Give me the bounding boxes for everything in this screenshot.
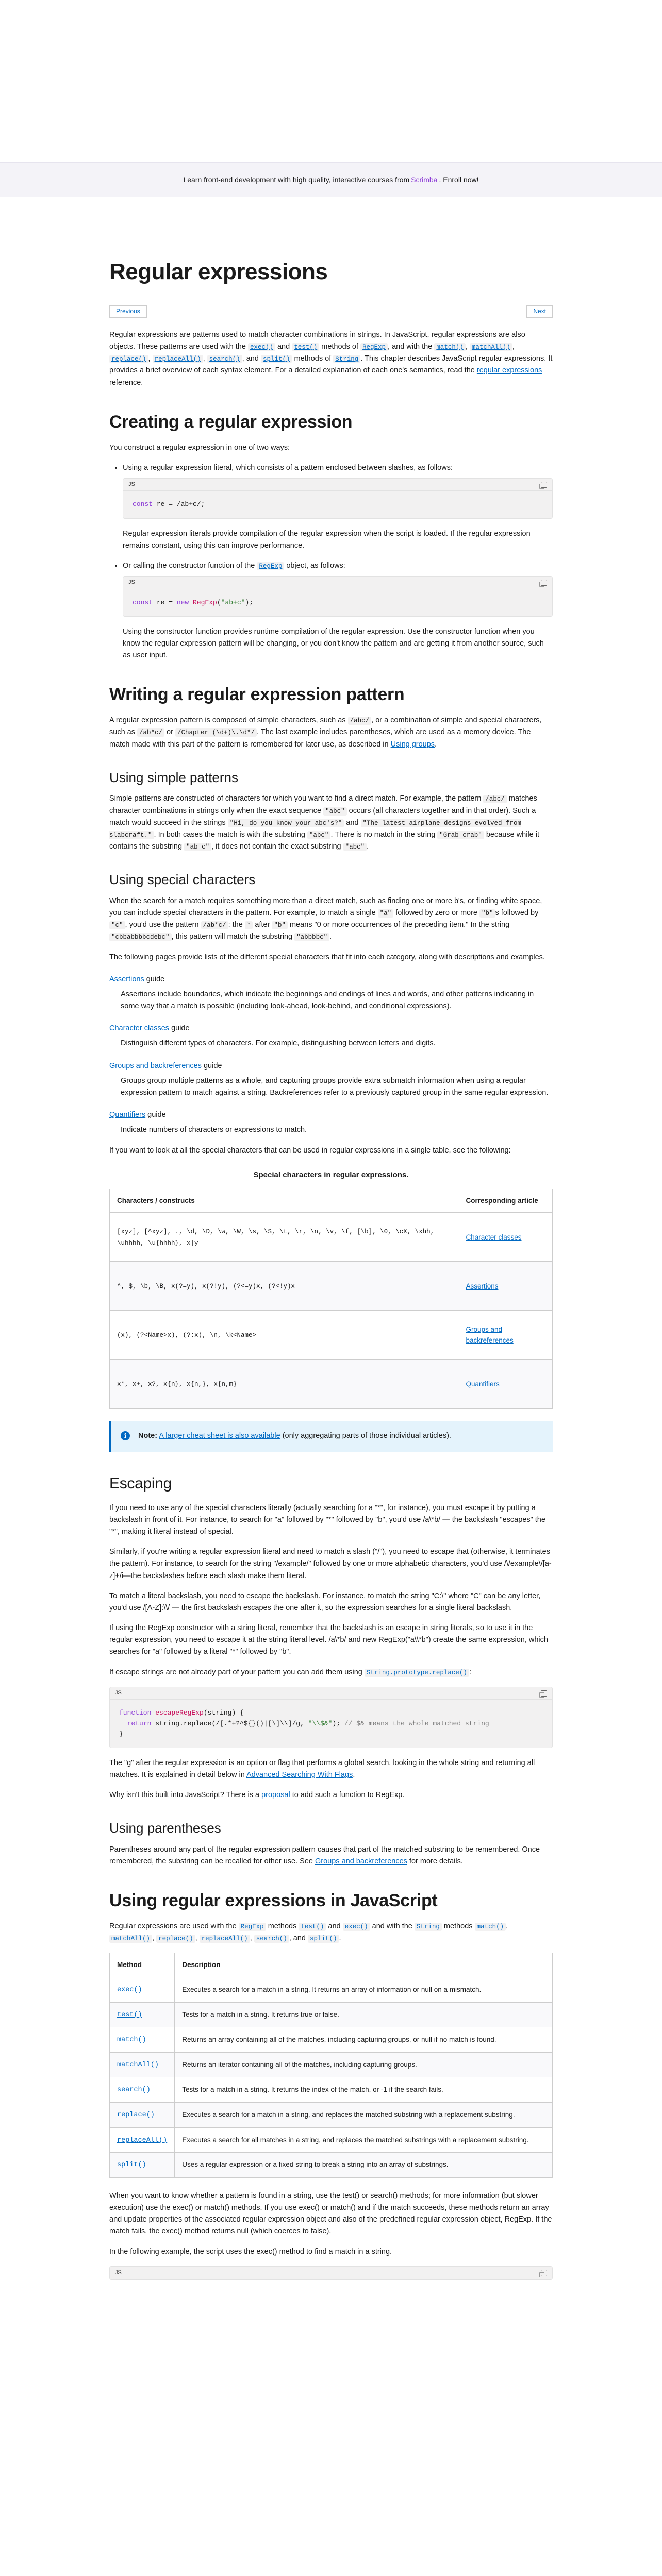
list-item xyxy=(123,462,553,552)
regexp-link[interactable]: RegExp xyxy=(360,343,388,351)
banner-text-end: . Enroll now! xyxy=(439,175,479,184)
text: because while it contains the substring xyxy=(109,830,540,851)
guide-term xyxy=(109,974,553,986)
inline-code: /ab*c/ xyxy=(137,728,164,737)
search-link[interactable]: search() xyxy=(207,355,242,363)
advanced-flags-link[interactable]: Advanced Searching With Flags xyxy=(246,1771,353,1780)
assertions-guide-link[interactable]: Assertions xyxy=(109,975,144,984)
method-link[interactable]: exec() xyxy=(117,1986,142,1994)
text: The "g" after the regular expression is an option or flag that performs a global search, looking in the whole string and returning all matches. It is explained in detail below in xyxy=(109,1758,535,1780)
text: to add such a function to RegExp. xyxy=(290,1791,405,1800)
text: for more details. xyxy=(407,1857,463,1866)
special-paragraph-3: If you want to look at all the special characters that can be used in regular expressions in a single table, see the following: xyxy=(109,1146,511,1155)
inline-code: ^, $, \b, \B, x(?=y), x(?!y), (?<=y)x, (?<!y)x xyxy=(117,1283,295,1291)
table-article-link[interactable]: Groups and backreferences xyxy=(466,1325,514,1345)
guide-term xyxy=(109,1023,553,1035)
text: : the xyxy=(228,921,245,929)
using-groups-link[interactable]: Using groups xyxy=(390,740,435,749)
matchall-link[interactable]: matchAll() xyxy=(109,1935,152,1943)
writing-paragraph xyxy=(109,715,553,751)
table-cell: Returns an array containing all of the matches, including capturing groups, or null if no match is found. xyxy=(175,2027,553,2053)
table-cell xyxy=(110,1213,458,1262)
using-js-paragraph-2: When you want to know whether a pattern is found in a string, use the test() or search() methods; for more information (but slower execution) use the exec() or match() methods. If you use exec() or match() and if the match succeeds, these methods return an array and update properties of the associated regular expression object and also of the predefined regular expression object, RegExp. If the match fails, the exec() method returns null (which coerces to false). xyxy=(109,2191,552,2236)
search-link[interactable]: search() xyxy=(254,1935,289,1943)
top-spacer xyxy=(0,0,662,162)
text: followed by zero or more xyxy=(393,908,480,917)
code-content xyxy=(110,1700,552,1747)
code-language: JS xyxy=(128,481,135,487)
escaping-paragraph-6 xyxy=(109,1757,553,1781)
simple-paragraph xyxy=(109,793,553,853)
copy-icon[interactable] xyxy=(541,482,547,488)
code-block xyxy=(123,576,553,617)
text: methods xyxy=(441,1922,475,1931)
code-language: JS xyxy=(115,1689,122,1696)
code-token: escapeRegExp xyxy=(151,1709,204,1717)
text: Simple patterns are constructed of characters for which you want to find a direct match. For example, the pattern xyxy=(109,794,484,803)
section-heading-escaping: Escaping xyxy=(109,1475,172,1492)
column-header: Method xyxy=(110,1953,175,1977)
table-row xyxy=(110,2052,553,2077)
method-link[interactable]: matchAll() xyxy=(117,2061,159,2069)
table-cell xyxy=(458,1360,553,1409)
code-token: ); xyxy=(332,1719,344,1727)
section-heading-writing: Writing a regular expression pattern xyxy=(109,685,405,705)
special-paragraph-2: The following pages provide lists of the different special characters that fit into each category, along with descriptions and examples. xyxy=(109,953,545,961)
code-token: return xyxy=(119,1719,152,1727)
section-heading-special: Using special characters xyxy=(109,872,256,888)
inline-code: "abc" xyxy=(323,807,347,816)
replace-link[interactable]: replace() xyxy=(109,355,148,363)
text: , xyxy=(250,1934,254,1943)
groups-link[interactable]: Groups and backreferences xyxy=(315,1857,407,1866)
text: guide xyxy=(169,1024,190,1033)
table-cell: Tests for a match in a string. It returns the index of the match, or -1 if the search fails. xyxy=(175,2077,553,2103)
guide-description: Groups group multiple patterns as a whole, and capturing groups provide extra submatch information when using a regular expression pattern to match against a string. Backreferences refer to a previously captured group in the same regular expression. xyxy=(121,1076,549,1097)
text: , xyxy=(506,1922,508,1931)
table-cell xyxy=(110,2153,175,2178)
text: reference. xyxy=(109,378,143,387)
copy-icon[interactable] xyxy=(541,2270,547,2276)
table-row xyxy=(110,2077,553,2103)
column-header: Characters / constructs xyxy=(110,1189,458,1213)
code-token: ( xyxy=(217,598,221,606)
table-row xyxy=(110,1311,553,1360)
code-content xyxy=(123,491,552,518)
text: , and xyxy=(289,1934,308,1943)
table-header-row xyxy=(110,1189,553,1213)
table-cell xyxy=(110,1977,175,2003)
text: Why isn't this built into JavaScript? There is a xyxy=(109,1791,262,1800)
method-link[interactable]: test() xyxy=(117,2011,142,2019)
guide-description: Distinguish different types of characters. For example, distinguishing between letters and digits. xyxy=(121,1039,436,1048)
inline-code: "Hi, do you know your abc's?" xyxy=(228,819,344,827)
text: , xyxy=(195,1934,200,1943)
text: matches character combinations in strings only when the exact sequence xyxy=(109,794,537,815)
text: . xyxy=(339,1934,341,1943)
regexp-link[interactable]: RegExp xyxy=(239,1923,266,1931)
inline-code: [xyz], [^xyz], ., \d, \D, \w, \W, \s, \S, \t, \r, \n, \v, \f, [\b], \0, \cX, \xhh, \uhhhh, \u{hhhh}, x|y xyxy=(117,1228,435,1247)
replaceall-link[interactable]: replaceAll() xyxy=(200,1935,250,1943)
guide-list xyxy=(109,974,553,1137)
text: and xyxy=(275,342,292,351)
code-token: const xyxy=(133,598,153,606)
text: . xyxy=(367,842,369,851)
table-cell xyxy=(458,1311,553,1360)
escaping-paragraph-5 xyxy=(109,1667,553,1679)
text: means "0 or more occurrences of the preceding item." In the string xyxy=(287,921,510,929)
groups-guide-link[interactable]: Groups and backreferences xyxy=(109,1061,202,1070)
inline-code: "cbbabbbbcdebc" xyxy=(109,933,172,941)
inline-code: "abc" xyxy=(307,831,331,839)
table-cell xyxy=(110,2127,175,2153)
escaping-paragraph-7 xyxy=(109,1789,553,1801)
inline-code: "ab c" xyxy=(184,843,211,851)
table-cell: Executes a search for a match in a string. It returns an array of information or null on a mismatch. xyxy=(175,1977,553,2003)
table-row xyxy=(110,2127,553,2153)
method-link[interactable]: replace() xyxy=(117,2111,155,2119)
string-replace-link[interactable]: String.prototype.replace() xyxy=(365,1669,469,1677)
inline-code: /Chapter (\d+)\.\d*/ xyxy=(175,728,257,737)
table-cell xyxy=(110,1311,458,1360)
table-row xyxy=(110,2103,553,2128)
text: guide xyxy=(201,1061,222,1070)
text: . xyxy=(329,933,332,941)
inline-code: "b" xyxy=(479,909,495,918)
banner-text: Learn front-end development with high quality, interactive courses from xyxy=(183,175,410,184)
text: Using a regular expression literal, which consists of a pattern enclosed between slashes, as follows: xyxy=(123,463,453,472)
text: , xyxy=(465,342,470,351)
code-token: new xyxy=(176,598,189,606)
quantifiers-guide-link[interactable]: Quantifiers xyxy=(109,1111,146,1120)
text: Parentheses around any part of the regular expression pattern causes that part of the matched substring to be remembered. Once remembered, the substring can be recalled for other use. See xyxy=(109,1845,540,1866)
using-js-paragraph-3: In the following example, the script uses the exec() method to find a match in a string. xyxy=(109,2247,392,2256)
text: When the search for a match requires something more than a direct match, such as finding one or more b's, or finding white space, you can include special characters in the pattern. For example, to match a single xyxy=(109,896,542,917)
special-paragraph xyxy=(109,895,553,943)
note-callout xyxy=(109,1421,553,1451)
section-heading-simple: Using simple patterns xyxy=(109,769,238,785)
escaping-paragraph-4: If using the RegExp constructor with a string literal, remember that the backslash is an escape in string literals, so to use it in the regular expression, you need to escape it at the string literal level. /a\*b/ and new RegExp("a\\*b") create the same expression, which searches for "a" followed by a literal "*" followed by "b". xyxy=(109,1624,548,1656)
text: : xyxy=(469,1668,471,1676)
section-heading-creating: Creating a regular expression xyxy=(109,412,353,432)
text: . xyxy=(435,740,437,749)
character-classes-guide-link[interactable]: Character classes xyxy=(109,1024,170,1033)
inline-code: "abc" xyxy=(343,843,367,851)
text: or xyxy=(164,728,175,737)
text: after xyxy=(253,921,272,929)
inline-code: "The latest airplane designs evolved from slabcraft." xyxy=(109,819,522,839)
table-cell xyxy=(110,2103,175,2128)
guide-term xyxy=(109,1109,553,1121)
text: , xyxy=(148,354,153,363)
text: , you'd use the pattern xyxy=(125,921,201,929)
code-token: "ab+c" xyxy=(221,598,245,606)
table-cell xyxy=(110,2077,175,2103)
code-token: string.replace(/[.*+?^${}()|[\]\\]/g, xyxy=(151,1719,308,1727)
section-heading-using-js: Using regular expressions in JavaScript xyxy=(109,1891,438,1911)
text: . This chapter describes JavaScript regular expressions. It provides a brief overview of each syntax element. For a detailed explanation of each one's semantics, read the xyxy=(109,354,553,375)
section-heading-parens: Using parentheses xyxy=(109,1820,221,1836)
table-row xyxy=(110,1977,553,2003)
text: . In both cases the match is with the substring xyxy=(154,830,307,839)
table-row xyxy=(110,2027,553,2053)
main-content xyxy=(109,197,553,2280)
list-item-followup: Regular expression literals provide compilation of the regular expression when the script is loaded. If the regular expression remains constant, using this can improve performance. xyxy=(123,529,531,550)
parens-paragraph xyxy=(109,1844,553,1868)
code-comment: // $& means the whole matched string xyxy=(344,1719,489,1727)
table-article-link[interactable]: Character classes xyxy=(466,1233,522,1241)
string-link[interactable]: String xyxy=(333,355,360,363)
table-cell xyxy=(110,1262,458,1311)
text: occurs (all characters together and in that order). Such a match would succeed in the strings xyxy=(109,806,536,827)
table-article-link[interactable]: Assertions xyxy=(466,1282,499,1290)
text: methods of xyxy=(319,342,361,351)
code-block xyxy=(109,1687,553,1748)
table-row xyxy=(110,1213,553,1262)
code-block-header xyxy=(110,2267,552,2280)
escaping-paragraph-1: If you need to use any of the special characters literally (actually searching for a "*", for instance), you must escape it by putting a backslash in front of it. For instance, to search for "a" followed by "*" followed by "b", you'd use /a\*b/ — the backslash "escapes" the "*", making it literal instead of special. xyxy=(109,1503,545,1536)
inline-code: /abc/ xyxy=(483,795,507,803)
table-cell xyxy=(110,2027,175,2053)
text: , this pattern will match the substring xyxy=(171,933,295,941)
next-button[interactable]: Next xyxy=(526,305,553,318)
inline-code: /ab*c/ xyxy=(201,921,228,929)
copy-icon[interactable] xyxy=(541,1690,547,1697)
inline-code: "abbbbc" xyxy=(294,933,329,941)
table-cell: Tests for a match in a string. It returns true or false. xyxy=(175,2002,553,2027)
text: (only aggregating parts of those individual articles). xyxy=(280,1432,451,1440)
special-characters-table xyxy=(109,1165,553,1409)
table-cell: Returns an iterator containing all of the matches, including capturing groups. xyxy=(175,2052,553,2077)
table-cell xyxy=(458,1213,553,1262)
code-token: re = xyxy=(153,598,177,606)
test-link[interactable]: test() xyxy=(299,1923,326,1931)
table-cell xyxy=(110,2052,175,2077)
column-header: Corresponding article xyxy=(458,1189,553,1213)
text: , or a combination of simple and special characters, such as xyxy=(109,716,542,737)
split-link[interactable]: split() xyxy=(308,1935,339,1943)
guide-term xyxy=(109,1060,553,1072)
text: object, as follows: xyxy=(284,562,345,570)
code-token: ); xyxy=(245,598,254,606)
text: s followed by xyxy=(495,908,539,917)
text: and xyxy=(344,818,361,827)
escaping-paragraph-3: To match a literal backslash, you need to escape the backslash. For instance, to match the string "C:\" where "C" can be any letter, you'd use /[A-Z]:\\/ — the first backslash escapes the one after it, so the expression searches for a single literal backslash. xyxy=(109,1591,541,1612)
banner-brand-link[interactable]: Scrimba xyxy=(411,175,438,184)
inline-code: "c" xyxy=(109,921,125,929)
creating-intro: You construct a regular expression in one of two ways: xyxy=(109,443,290,452)
code-token: const xyxy=(133,500,153,509)
creating-list xyxy=(109,462,553,662)
table-cell: Executes a search for all matches in a string, and replaces the matched substrings with a replacement substring. xyxy=(175,2127,553,2153)
text: , it does not contain the exact substring xyxy=(211,842,343,851)
text: . There is no match in the string xyxy=(330,830,438,839)
note-label: Note: xyxy=(138,1432,158,1440)
code-token: "\\$&" xyxy=(308,1719,333,1727)
proposal-link[interactable]: proposal xyxy=(261,1791,290,1800)
guide-description: Assertions include boundaries, which indicate the beginnings and endings of lines and words, and other patterns indicating in some way that a match is possible (including look-ahead, look-behind, and conditional expressions). xyxy=(121,990,534,1011)
text: , and xyxy=(242,354,261,363)
intro-paragraph xyxy=(109,329,553,389)
page-title: Regular expressions xyxy=(109,259,328,284)
previous-button[interactable]: Previous xyxy=(109,305,147,318)
method-link[interactable]: split() xyxy=(117,2161,146,2170)
inline-code: /abc/ xyxy=(348,717,372,725)
using-js-paragraph xyxy=(109,1921,553,1944)
inline-code: * xyxy=(245,921,253,929)
text: guide xyxy=(145,1111,166,1120)
match-link[interactable]: match() xyxy=(475,1923,506,1931)
code-block xyxy=(109,2266,553,2280)
text: . xyxy=(353,1771,355,1780)
test-link[interactable]: test() xyxy=(292,343,319,351)
table-cell xyxy=(110,1360,458,1409)
text: If escape strings are not already part of your pattern you can add them using xyxy=(109,1668,365,1676)
column-header: Description xyxy=(175,1953,553,1977)
prev-next-nav xyxy=(109,305,553,318)
table-cell: Uses a regular expression or a fixed string to break a string into an array of substrings. xyxy=(175,2153,553,2178)
method-link[interactable]: match() xyxy=(117,2036,146,2044)
list-item xyxy=(123,560,553,662)
text: methods of xyxy=(292,354,334,363)
text: and with the xyxy=(370,1922,415,1931)
code-block-header xyxy=(123,577,552,589)
exec-link[interactable]: exec() xyxy=(248,343,275,351)
cheatsheet-link[interactable]: A larger cheat sheet is also available xyxy=(159,1432,280,1440)
table-article-link[interactable]: Quantifiers xyxy=(466,1380,500,1388)
list-item-followup: Using the constructor function provides runtime compilation of the regular expression. Use the constructor function when you know the regular expression pattern will be changing, or you don't know the pattern and are getting it from another source, such as user input. xyxy=(123,627,544,660)
escaping-paragraph-2: Similarly, if you're writing a regular expression literal and need to match a slash ("/"), you need to escape that (otherwise, it terminates the pattern). For instance, to search for the string "/example/" followed by one or more alphabetic characters, you'd use /\/example\/[a-z]+/i—the backslashes before each slash make them literal. xyxy=(109,1548,552,1580)
split-link[interactable]: split() xyxy=(261,355,292,363)
code-block-header xyxy=(110,1687,552,1700)
table-cell xyxy=(110,2002,175,2027)
guide-description: Indicate numbers of characters or expressions to match. xyxy=(121,1126,307,1134)
code-language: JS xyxy=(115,2269,122,2276)
string-link[interactable]: String xyxy=(415,1923,442,1931)
text: Or calling the constructor function of the xyxy=(123,562,257,570)
copy-icon[interactable] xyxy=(541,580,547,586)
matchall-link[interactable]: matchAll() xyxy=(470,343,512,351)
text: methods xyxy=(266,1922,299,1931)
code-token: function xyxy=(119,1709,152,1717)
code-language: JS xyxy=(128,579,135,586)
code-content xyxy=(123,589,552,616)
inline-code: (x), (?<Name>x), (?:x), \n, \k<Name> xyxy=(117,1332,257,1340)
table-cell xyxy=(458,1262,553,1311)
inline-code: "a" xyxy=(378,909,394,918)
text: and xyxy=(326,1922,343,1931)
code-block xyxy=(123,478,553,519)
text: , xyxy=(152,1934,157,1943)
table-row xyxy=(110,1262,553,1311)
inline-code: x*, x+, x?, x{n}, x{n,}, x{n,m} xyxy=(117,1381,237,1388)
text: A regular expression pattern is composed of simple characters, such as xyxy=(109,716,348,725)
inline-code: "Grab crab" xyxy=(437,831,484,839)
method-link[interactable]: search() xyxy=(117,2086,151,2094)
info-icon: i xyxy=(121,1431,130,1440)
text: , and with the xyxy=(388,342,435,351)
inline-code: "b" xyxy=(272,921,288,929)
code-token: RegExp xyxy=(189,598,217,606)
match-link[interactable]: match() xyxy=(434,343,466,351)
method-link[interactable]: replaceAll() xyxy=(117,2136,168,2144)
exec-link[interactable]: exec() xyxy=(343,1923,370,1931)
regex-reference-link[interactable]: regular expressions xyxy=(476,366,542,375)
table-header-row xyxy=(110,1953,553,1977)
table-row xyxy=(110,2153,553,2178)
text: , xyxy=(203,354,207,363)
promo-banner xyxy=(0,162,662,197)
replace-link[interactable]: replace() xyxy=(156,1935,195,1943)
text: . The last example includes parentheses, which are used as a memory device. The match made with this part of the pattern is remembered for later use, as described in xyxy=(109,728,531,749)
text: Regular expressions are patterns used to match character combinations in strings. In JavaScript, regular expressions are also objects. These patterns are used with the xyxy=(109,330,525,351)
table-caption: Special characters in regular expressions. xyxy=(253,1170,409,1179)
methods-table xyxy=(109,1953,553,2177)
code-token: (string) { xyxy=(203,1709,244,1717)
table-cell: Executes a search for a match in a string, and replaces the matched substring with a replacement substring. xyxy=(175,2103,553,2128)
code-token: } xyxy=(119,1730,123,1738)
replaceall-link[interactable]: replaceAll() xyxy=(153,355,203,363)
code-block-header xyxy=(123,479,552,492)
code-token: re = /ab+c/; xyxy=(153,500,205,509)
text: guide xyxy=(144,975,165,984)
table-row xyxy=(110,1360,553,1409)
table-row xyxy=(110,2002,553,2027)
text: Regular expressions are used with the xyxy=(109,1922,239,1931)
regexp-link[interactable]: RegExp xyxy=(257,562,284,570)
text: , xyxy=(512,342,515,351)
